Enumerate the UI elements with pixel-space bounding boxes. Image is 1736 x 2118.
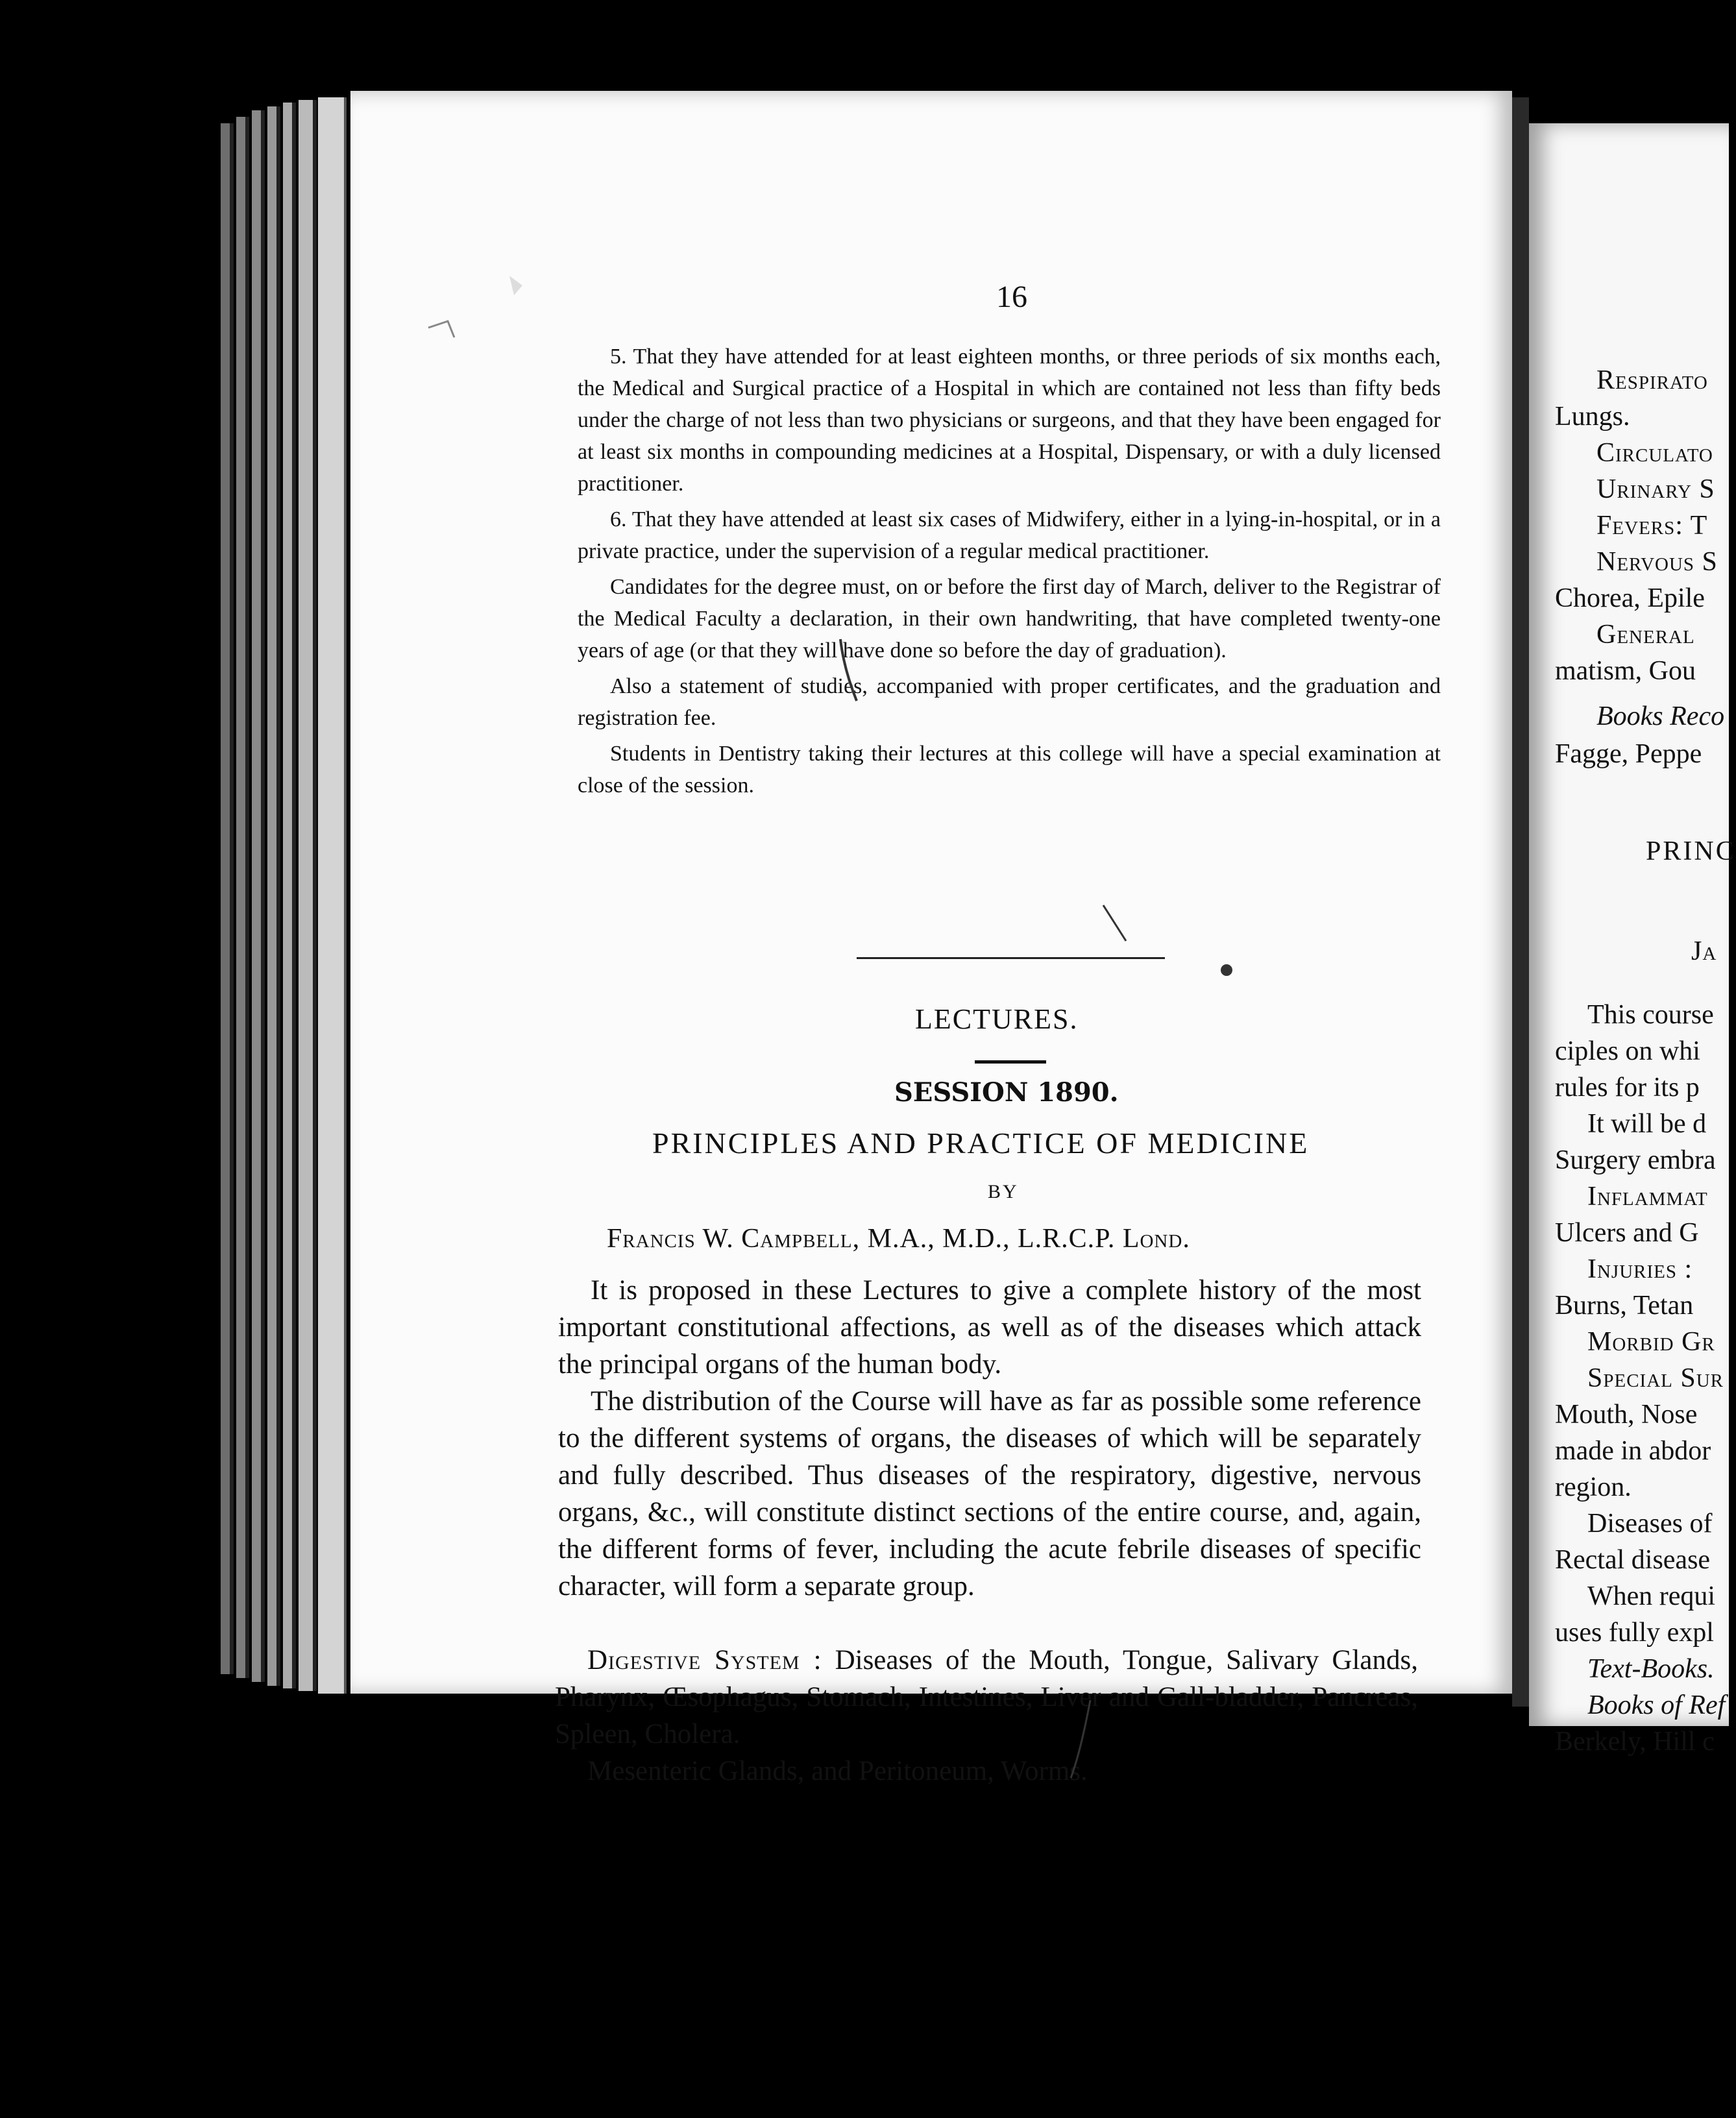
lectures-heading: LECTURES.	[915, 1003, 1079, 1035]
by-line: BY	[988, 1181, 1019, 1202]
right-page-line: Morbid Gr	[1587, 1327, 1715, 1357]
dust-mark	[428, 321, 454, 337]
right-page-line: Burns, Tetan	[1555, 1291, 1694, 1321]
right-page-line: Fevers: T	[1596, 511, 1708, 541]
body-paragraph: The distribution of the Course will have as far as possible some reference to the different systems of organs, the diseases of which will be separately and fully described. Thus diseases of the respiratory, digestive, nervous organs, &c., will constitute distinct sections of the entire course, and, again, the different forms of fever, including the acute febrile diseases of specific character, will form a separate group.	[558, 1386, 1421, 1601]
right-page-line: Special Sur	[1587, 1363, 1724, 1393]
mesenteric-paragraph: Mesenteric Glands, and Peritoneum, Worms.	[587, 1756, 1088, 1786]
right-page-line: Fagge, Peppe	[1555, 739, 1702, 769]
right-page-line: Mouth, Nose	[1555, 1400, 1698, 1430]
dust-mark	[509, 276, 522, 295]
right-page-line: ciples on whi	[1555, 1036, 1700, 1066]
rule-paragraph: Candidates for the degree must, on or before the first day of March, deliver to the Registrar of the Medical Faculty a declaration, in their own handwriting, that have completed twenty-one years of age (or that they will have done so before the day of graduation).	[578, 575, 1441, 663]
right-page-line: Urinary S	[1596, 474, 1715, 504]
right-page-line: Books Reco	[1596, 701, 1725, 731]
right-page-line: Nervous S	[1596, 547, 1718, 577]
right-page-line: This course	[1587, 1000, 1714, 1030]
right-page-line: matism, Gou	[1555, 656, 1696, 686]
right-page-line: Lungs.	[1555, 402, 1630, 432]
right-page-line: Surgery embra	[1555, 1145, 1716, 1175]
pencil-stroke	[1103, 905, 1126, 941]
right-page-line: It will be d	[1587, 1109, 1707, 1139]
right-page-line: Rectal disease	[1555, 1545, 1711, 1575]
right-page-line: region.	[1555, 1472, 1632, 1502]
rule-paragraph: 5. That they have attended for at least eighteen months, or three periods of six months each, the Medical and Surgical practice of a Hospital in which are contained not less than fifty beds under the charge of not less than two physicians or surgeons, and that they have been engaged for at least six months in compounding medicines at a Hospital, Dispensary, or with a duly licensed practitioner.	[578, 345, 1441, 496]
right-page-line: Inflammat	[1587, 1182, 1708, 1211]
right-page-line: General	[1596, 620, 1695, 650]
right-page-line: Respirato	[1596, 365, 1708, 395]
ink-spot	[1221, 964, 1232, 976]
right-page-line: Berkely, Hill c	[1555, 1727, 1715, 1757]
pencil-stroke	[1071, 1700, 1090, 1778]
course-title: PRINCIPLES AND PRACTICE OF MEDICINE	[652, 1126, 1310, 1160]
digestive-text: Diseases of the Mouth, Tongue, Salivary Glands, Pharynx, Œsophagus, Stomach, Intestines, Liver and Gall-bladder, Pancreas, Spleen, Cholera.	[555, 1645, 1418, 1749]
body-paragraph: It is proposed in these Lectures to give a complete history of the most important constitutional affections, as well as of the diseases which attack the principal organs of the human body.	[558, 1275, 1421, 1380]
session-heading: SESSION 1890.	[894, 1077, 1119, 1108]
right-page-line: Books of Ref	[1587, 1690, 1726, 1720]
right-page-line: Chorea, Epile	[1555, 583, 1705, 613]
right-page-line: Diseases of	[1587, 1509, 1713, 1539]
right-page-line: Text-Books.	[1587, 1654, 1715, 1684]
right-page-line: made in abdor	[1555, 1436, 1711, 1466]
right-page-line: Ja	[1691, 936, 1717, 966]
right-page-line: Ulcers and G	[1555, 1218, 1699, 1248]
right-page-line: Circulato	[1596, 438, 1713, 468]
right-page-line: rules for its p	[1555, 1073, 1700, 1102]
rule-paragraph: Students in Dentistry taking their lectures at this college will have a special examination at close of the session.	[578, 742, 1441, 797]
rule-paragraph: Also a statement of studies, accompanied with proper certificates, and the graduation and registration fee.	[578, 674, 1441, 730]
lecturer-name: Francis W. Campbell, M.A., M.D., L.R.C.P. Lond.	[607, 1224, 1190, 1254]
right-page-line: Injuries :	[1587, 1254, 1693, 1284]
digestive-label: Digestive System :	[587, 1645, 822, 1675]
rule-paragraph: 6. That they have attended at least six cases of Midwifery, either in a lying-in-hospital, or in a private practice, under the supervision of a regular medical practitioner.	[578, 507, 1441, 563]
page-number: 16	[996, 280, 1027, 314]
right-page-line: PRINC	[1646, 836, 1736, 866]
pencil-stroke	[840, 639, 857, 701]
right-page-line: When requi	[1587, 1581, 1716, 1611]
right-page-line: uses fully expl	[1555, 1618, 1714, 1648]
